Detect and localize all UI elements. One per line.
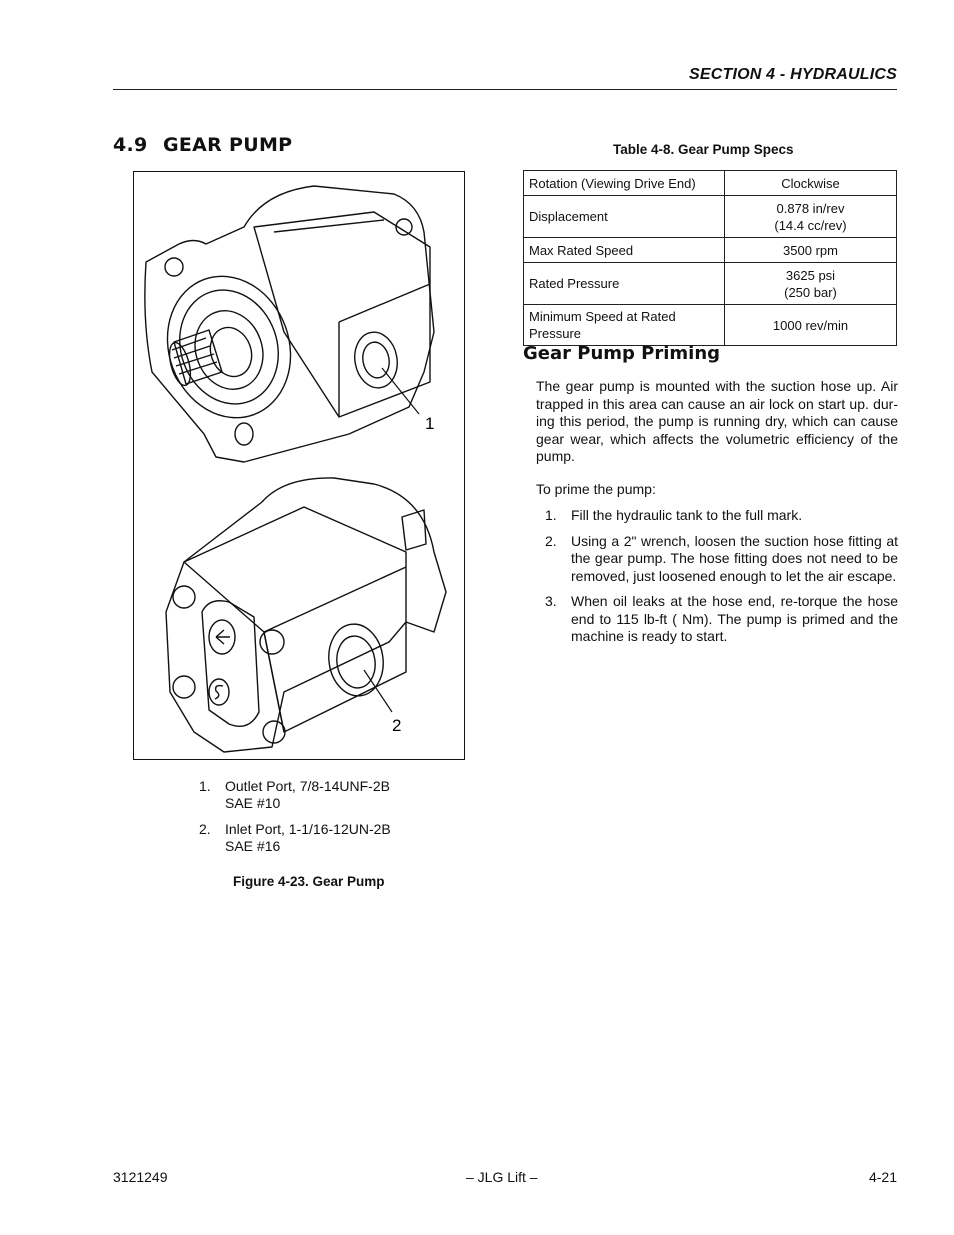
section-header: SECTION 4 - HYDRAULICS <box>689 66 897 83</box>
spec-label: Max Rated Speed <box>524 238 725 263</box>
legend-number: 1. <box>199 778 211 794</box>
step-text: When oil leaks at the hose end, re-torque the hose end to 115 lb-ft ( Nm). The pump is primed and the machine is ready to start. <box>571 593 898 644</box>
table-row <box>524 263 897 305</box>
spec-label: Rated Pressure <box>524 263 725 305</box>
footer-center: – JLG Lift – <box>466 1169 538 1185</box>
figure-caption: Figure 4-23. Gear Pump <box>233 874 385 889</box>
gear-pump-specs-table <box>523 170 897 346</box>
priming-heading: Gear Pump Priming <box>523 343 721 364</box>
spec-value: 3625 psi (250 bar) <box>725 263 897 305</box>
gear-pump-illustration <box>134 172 464 759</box>
section-title: GEAR PUMP <box>163 134 293 156</box>
callout-1-leader <box>382 368 419 414</box>
table-row <box>524 171 897 196</box>
priming-steps <box>545 507 898 654</box>
section-number: 4.9 <box>113 134 148 156</box>
legend-text: SAE #16 <box>225 838 281 854</box>
spec-label: Displacement <box>524 196 725 238</box>
list-item <box>545 593 898 646</box>
list-item <box>545 507 898 525</box>
header-rule <box>113 89 897 90</box>
priming-paragraph: The gear pump is mounted with the suction hose up. Air trapped in this area can cause an air lock on start up. dur-ing this period, the pump is running dry, which can cause gear wear, which affects the volumetric efficiency of the pump. <box>536 378 898 464</box>
step-number: 3. <box>545 593 557 609</box>
table-title: Table 4-8. Gear Pump Specs <box>613 142 794 157</box>
legend-item <box>199 821 391 855</box>
logo-badge <box>209 679 229 705</box>
pump2-shaft <box>402 510 426 550</box>
pump2-flange <box>166 478 446 752</box>
footer-page-number: 4-21 <box>868 1169 897 1185</box>
gear-pump-figure <box>133 171 465 760</box>
table-row <box>524 238 897 263</box>
priming-intro: To prime the pump: <box>536 481 656 497</box>
spec-value: Clockwise <box>725 171 897 196</box>
legend-text: Outlet Port, 7/8-14UNF-2B <box>225 778 390 794</box>
section-heading <box>113 134 292 156</box>
step-number: 2. <box>545 532 557 549</box>
rotation-arrow-icon <box>216 630 230 644</box>
step-number: 1. <box>545 507 557 523</box>
footer-doc-number: 3121249 <box>113 1169 168 1185</box>
step-text: Fill the hydraulic tank to the full mark. <box>571 507 803 523</box>
legend-item <box>199 778 391 812</box>
list-item <box>545 533 898 586</box>
callout-1: 1 <box>425 414 435 433</box>
figure-legend <box>199 778 391 864</box>
spec-label: Rotation (Viewing Drive End) <box>524 171 725 196</box>
legend-text: SAE #10 <box>225 795 281 811</box>
callout-2: 2 <box>392 716 402 735</box>
spec-value: 3500 rpm <box>725 238 897 263</box>
spec-value: 1000 rev/min <box>725 305 897 346</box>
legend-number: 2. <box>199 821 211 837</box>
table-row <box>524 305 897 346</box>
spec-label: Minimum Speed at Rated Pressure <box>524 305 725 346</box>
table-row <box>524 196 897 238</box>
pump1-flange <box>145 186 434 462</box>
legend-text: Inlet Port, 1-1/16-12UN-2B <box>225 821 391 837</box>
spec-value: 0.878 in/rev (14.4 cc/rev) <box>725 196 897 238</box>
step-text: Using a 2" wrench, loosen the suction hose fitting at the gear pump. The hose fitting does not need to be removed, just loosened enough to let the air escape. <box>571 532 898 584</box>
